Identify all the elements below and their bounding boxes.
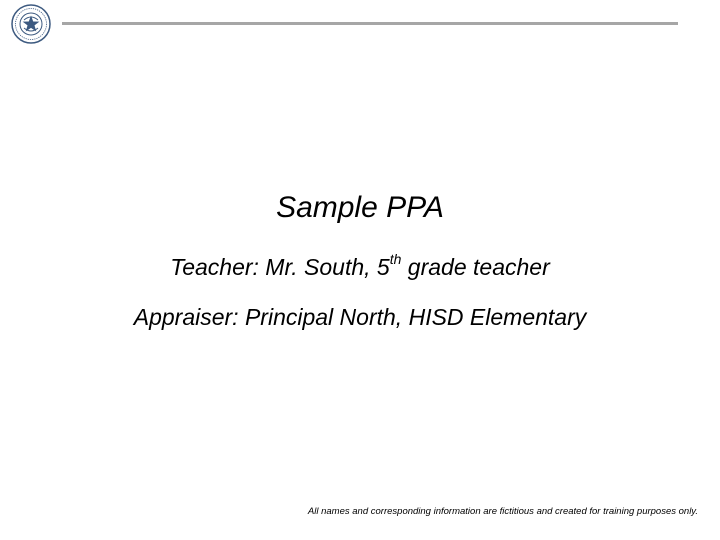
teacher-text-end: grade teacher: [401, 254, 550, 280]
state-seal-icon: [11, 4, 51, 44]
header-divider: [62, 22, 678, 25]
teacher-text: Teacher: Mr. South, 5: [170, 254, 390, 280]
disclaimer-note: All names and corresponding information are fictitious and created for training purposes only.: [307, 506, 698, 517]
teacher-ordinal-suffix: th: [389, 251, 402, 268]
appraiser-line: Appraiser: Principal North, HISD Elementary: [133, 304, 587, 330]
teacher-line: [0, 251, 720, 283]
slide-title: Sample PPA: [276, 191, 444, 224]
